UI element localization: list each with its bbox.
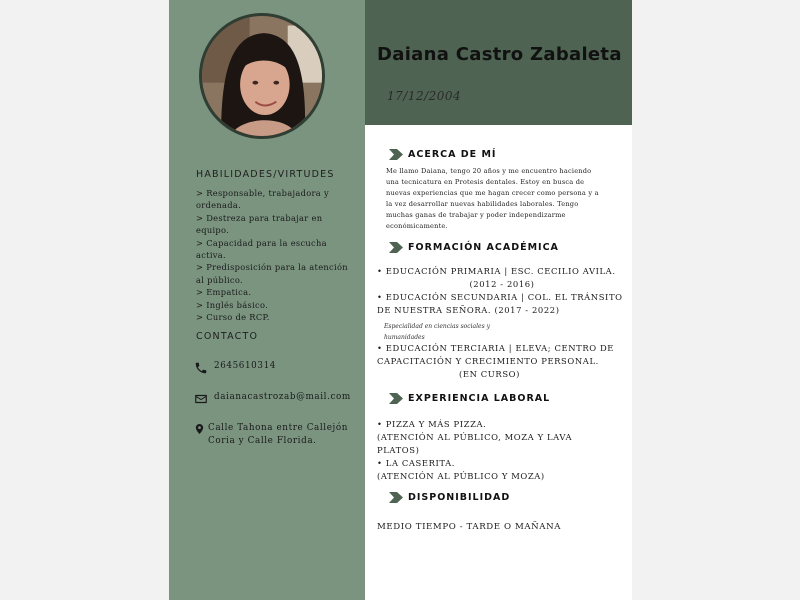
job-detail: (ATENCIÓN AL PÚBLICO Y MOZA) <box>377 471 545 481</box>
skill-item: > Inglés básico. <box>196 299 269 310</box>
education-tertiary <box>377 342 627 381</box>
chevron-arrow-icon <box>389 393 403 404</box>
education-heading-text: FORMACIÓN ACADÉMICA <box>408 242 559 253</box>
contact-phone <box>194 361 276 375</box>
job-detail: (ATENCIÓN AL PÚBLICO, MOZA Y LAVA PLATOS) <box>377 432 573 455</box>
profile-photo <box>199 13 325 139</box>
mail-icon <box>194 392 208 406</box>
email-address: daianacastrozab@mail.com <box>214 392 351 402</box>
availability-heading-text: DISPONIBILIDAD <box>408 492 511 503</box>
education-tertiary-institution: CAPACITACIÓN Y CRECIMIENTO PERSONAL. <box>377 356 599 366</box>
phone-icon <box>194 361 208 375</box>
experience-list <box>377 418 607 483</box>
skill-item: > Curso de RCP. <box>196 312 270 323</box>
about-heading <box>389 149 496 160</box>
education-secondary-title: • EDUCACIÓN SECUNDARIA | COL. EL TRÁNSITO <box>377 292 623 302</box>
education-tertiary-title: • EDUCACIÓN TERCIARIA | ELEVA; CENTRO DE <box>377 343 614 353</box>
skills-heading: HABILIDADES/VIRTUDES <box>196 169 335 180</box>
availability-text: MEDIO TIEMPO - TARDE O MAÑANA <box>377 522 561 532</box>
full-name: Daiana Castro Zabaleta <box>377 44 622 65</box>
phone-number: 2645610314 <box>214 361 276 371</box>
experience-heading-text: EXPERIENCIA LABORAL <box>408 393 551 404</box>
job-title: • PIZZA Y MÁS PIZZA. <box>377 419 487 429</box>
location-pin-icon <box>194 422 205 436</box>
skills-list <box>196 187 356 323</box>
education-primary-years: (2012 - 2016) <box>469 279 535 289</box>
skill-item: > Empatica. <box>196 287 252 298</box>
sidebar <box>169 0 365 600</box>
education-primary <box>377 265 627 291</box>
education-tertiary-status: (EN CURSO) <box>459 369 521 379</box>
education-secondary-years: DE NUESTRA SEÑORA. (2017 - 2022) <box>377 305 560 315</box>
experience-heading <box>389 393 550 404</box>
contact-email <box>194 392 351 406</box>
skill-item: > Destreza para trabajar en equipo. <box>196 212 323 236</box>
education-heading <box>389 242 559 253</box>
contact-address <box>194 422 359 447</box>
job-title: • LA CASERITA. <box>377 458 456 468</box>
contact-heading: CONTACTO <box>196 331 259 342</box>
availability-heading <box>389 492 510 503</box>
skill-item: > Capacidad para la escucha activa. <box>196 237 327 261</box>
birth-date: 17/12/2004 <box>387 89 462 103</box>
education-secondary-note: Especialidad en ciencias sociales y humanidades <box>384 323 490 341</box>
skill-item: > Responsable, trabajadora y ordenada. <box>196 188 329 211</box>
about-text: Me llamo Daiana, tengo 20 años y me encuentro haciendo una tecnicatura en Protesis dentales. Estoy en busca de nuevas experiencias que me hagan crecer como persona y a la vez desarrollar nuevas habilidades laborales. Tengo muchas ganas de trabajar y poder independizarme económicamente. <box>386 167 599 230</box>
resume-page <box>169 0 632 600</box>
chevron-arrow-icon <box>389 242 403 253</box>
education-secondary <box>377 291 627 317</box>
education-primary-title: • EDUCACIÓN PRIMARIA | ESC. CECILIO AVILA. <box>377 266 616 276</box>
address-text: Calle Tahona entre Callejón Coria y Calle Florida. <box>208 423 349 446</box>
skill-item: > Predisposición para la atención al público. <box>196 262 348 285</box>
chevron-arrow-icon <box>389 149 403 160</box>
chevron-arrow-icon <box>389 492 403 503</box>
about-heading-text: ACERCA DE MÍ <box>408 149 497 160</box>
